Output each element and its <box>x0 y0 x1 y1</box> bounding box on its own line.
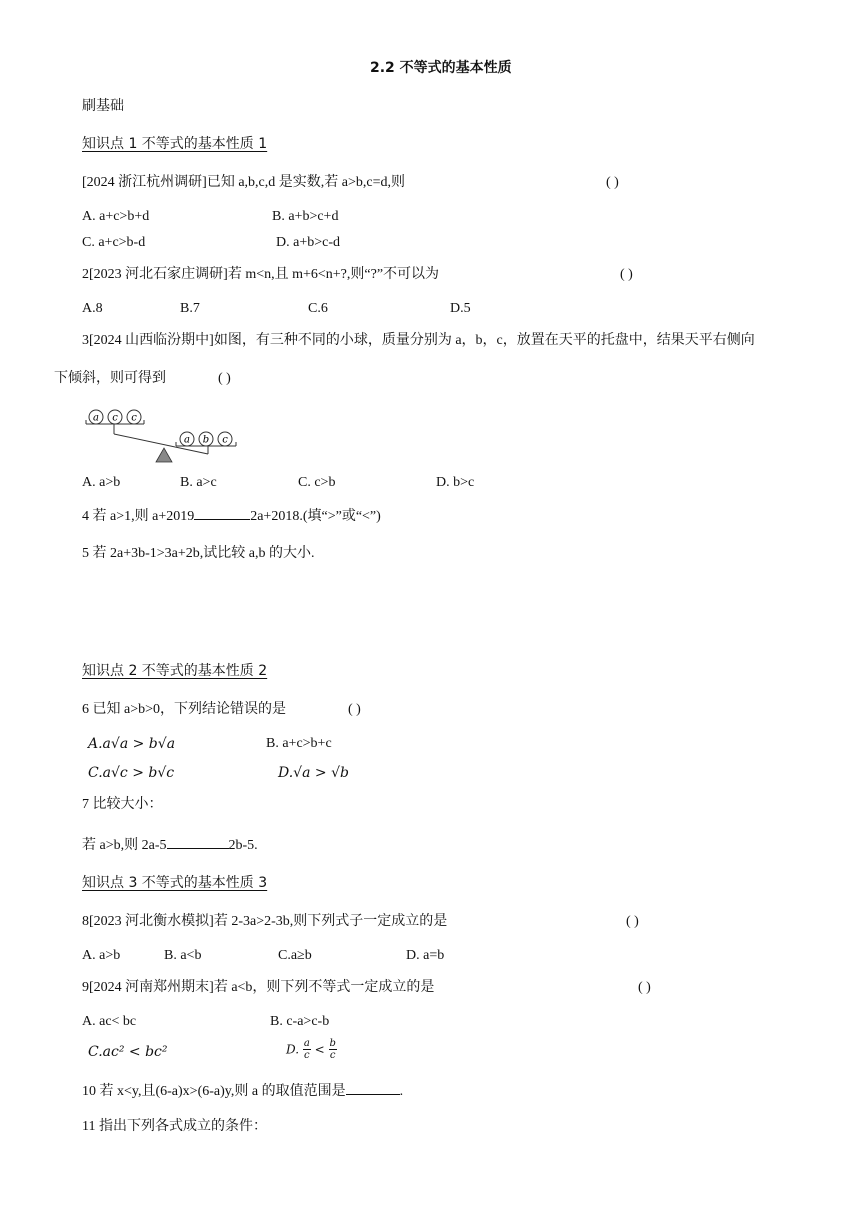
q9-frac1-den: c <box>304 1050 310 1061</box>
q9-stem: 9[2024 河南郑州期末]若 a<b，则下列不等式一定成立的是 <box>82 980 435 995</box>
q1-option-a: A. a+c>b+d <box>82 209 150 224</box>
q10-answer-blank[interactable] <box>346 1080 400 1095</box>
q5-stem: 5 若 2a+3b-1>3a+2b,试比较 a,b 的大小. <box>82 546 315 561</box>
right-ball-3-label: c <box>222 434 228 446</box>
q2-option-a: A.8 <box>82 301 103 316</box>
q11-stem: 11 指出下列各式成立的条件： <box>82 1119 267 1134</box>
q9-frac2-num: b <box>329 1038 336 1049</box>
q7-answer-blank[interactable] <box>167 834 229 849</box>
q6-option-a: A.a√a > b√a <box>88 736 176 752</box>
q8-answer-paren: ( ) <box>626 914 639 929</box>
section-heading: 刷基础 <box>82 98 124 114</box>
q3-option-d: D. b>c <box>436 475 475 490</box>
q8-option-c: C.a≥b <box>278 948 312 963</box>
q10-stem-pre: 10 若 x<y,且(6-a)x>(6-a)y,则 a 的取值范围是 <box>82 1084 346 1099</box>
knowledge-point-1: 知识点 1 不等式的基本性质 1 <box>82 136 268 152</box>
q6-option-c: C.a√c > b√c <box>88 765 175 781</box>
left-ball-2-label: c <box>112 412 118 424</box>
q3-option-b: B. a>c <box>180 475 217 490</box>
q7-sub-pre: 若 a>b,则 2a-5 <box>82 838 167 853</box>
q4-stem-post: 2a+2018.(填“>”或“<”) <box>250 509 381 524</box>
q3-option-c: C. c>b <box>298 475 336 490</box>
q4-answer-blank[interactable] <box>194 505 250 520</box>
q1-option-b: B. a+b>c+d <box>272 209 339 224</box>
q1-option-c: C. a+c>b-d <box>82 235 146 250</box>
q7-sub <box>82 834 258 856</box>
q6-answer-paren: ( ) <box>348 702 361 717</box>
q9-option-b: B. c-a>c-b <box>270 1014 330 1029</box>
q1-answer-paren: ( ) <box>606 175 619 190</box>
q2-answer-paren: ( ) <box>620 267 633 282</box>
q3-stem-cont: 下倾斜，则可得到 <box>54 371 166 386</box>
q10-stem <box>82 1080 403 1102</box>
q4-stem <box>82 505 381 527</box>
q9-option-d <box>286 1038 337 1061</box>
q9-fraction-1 <box>303 1038 311 1061</box>
q2-option-d: D.5 <box>450 301 471 316</box>
q1-option-d: D. a+b>c-d <box>276 235 340 250</box>
q3-stem: 3[2024 山西临汾期中]如图，有三种不同的小球，质量分别为 a，b，c，放置在天平的托盘中，结果天平右侧向 <box>82 333 755 348</box>
q7-sub-post: 2b-5. <box>228 838 258 853</box>
q8-option-d: D. a=b <box>406 948 445 963</box>
q9-option-d-op: < <box>314 1042 325 1057</box>
fulcrum-triangle <box>156 448 172 462</box>
q9-frac2-den: c <box>329 1050 336 1061</box>
balance-scale-figure <box>84 406 244 466</box>
page-title: 2.2 不等式的基本性质 <box>370 60 512 76</box>
q9-option-d-prefix: D. <box>286 1042 300 1057</box>
left-ball-1-label: a <box>93 412 99 424</box>
q8-option-b: B. a<b <box>164 948 202 963</box>
q2-stem: 2[2023 河北石家庄调研]若 m<n,且 m+6<n+?,则“?”不可以为 <box>82 267 440 282</box>
right-ball-1-label: a <box>184 434 190 446</box>
right-ball-2-label: b <box>202 434 210 446</box>
q3-answer-paren: ( ) <box>218 371 231 386</box>
q7-stem: 7 比较大小： <box>82 797 163 812</box>
q2-option-c: C.6 <box>308 301 328 316</box>
q9-option-c: C.ac² < bc² <box>88 1044 168 1060</box>
left-ball-3-label: c <box>131 412 137 424</box>
q8-stem: 8[2023 河北衡水模拟]若 2-3a>2-3b,则下列式子一定成立的是 <box>82 914 448 929</box>
q6-option-d: D.√a > √b <box>278 765 349 781</box>
q6-stem: 6 已知 a>b>0，下列结论错误的是 <box>82 702 287 717</box>
q6-option-b: B. a+c>b+c <box>266 736 332 751</box>
q10-stem-post: . <box>399 1084 404 1099</box>
q2-option-b: B.7 <box>180 301 200 316</box>
q9-frac1-num: a <box>303 1038 310 1049</box>
q1-stem: [2024 浙江杭州调研]已知 a,b,c,d 是实数,若 a>b,c=d,则 <box>82 175 405 190</box>
knowledge-point-2: 知识点 2 不等式的基本性质 2 <box>82 663 268 679</box>
q9-answer-paren: ( ) <box>638 980 651 995</box>
q8-option-a: A. a>b <box>82 948 121 963</box>
knowledge-point-3: 知识点 3 不等式的基本性质 3 <box>82 875 268 891</box>
q9-option-a: A. ac< bc <box>82 1014 137 1029</box>
q3-option-a: A. a>b <box>82 475 121 490</box>
q9-fraction-2 <box>329 1038 337 1061</box>
q4-stem-pre: 4 若 a>1,则 a+2019 <box>82 509 195 524</box>
